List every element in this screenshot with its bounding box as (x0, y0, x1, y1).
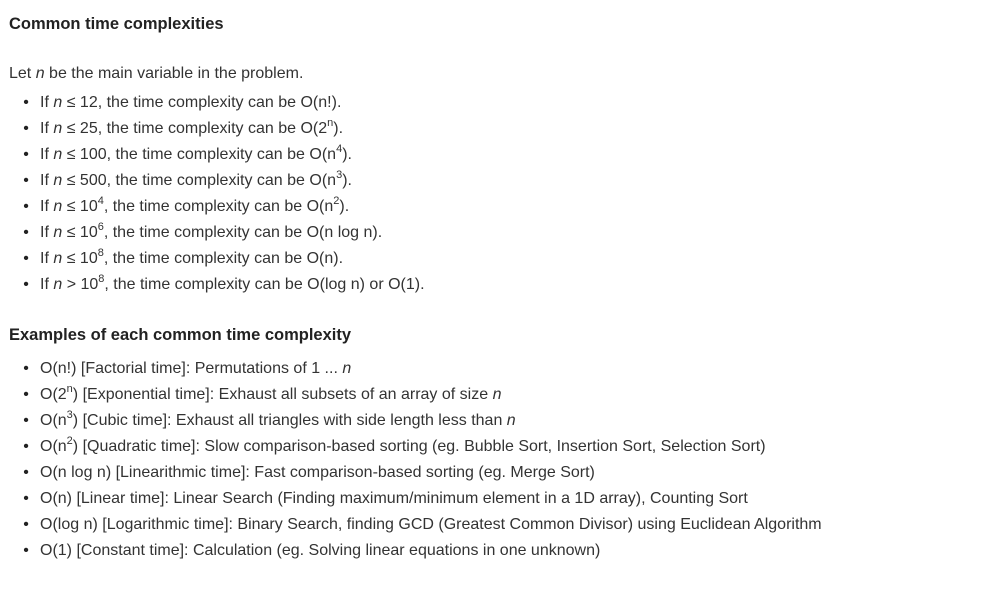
rule-end: . (336, 94, 342, 111)
bullet-icon: • (23, 516, 29, 533)
rule-complexity: O(n (309, 146, 337, 163)
bullet-icon: • (23, 250, 29, 267)
rule-prefix: If (40, 250, 54, 267)
rule-limit: 12 (79, 94, 98, 111)
example-complexity-tail: ) (72, 386, 79, 403)
bullet-icon: • (23, 94, 29, 111)
bullet-icon: • (23, 224, 29, 241)
bullet-icon: • (23, 386, 29, 403)
rule-variable: n (53, 146, 63, 163)
rule-end: . (338, 250, 344, 267)
intro-variable: n (35, 65, 45, 82)
rule-variable: n (53, 172, 63, 189)
rule-complexity: O(n (309, 172, 337, 189)
bullet-icon: • (23, 438, 29, 455)
example-description: [Constant time]: Calculation (eg. Solving linear equations in one unknown) (72, 542, 601, 559)
example-complexity-tail: ) (72, 412, 79, 429)
rule-limit: 10 (79, 198, 98, 215)
example-description: [Exponential time]: Exhaust all subsets of an array of size (78, 386, 493, 403)
rule-complexity: O(n (306, 198, 334, 215)
example-exponent: 3 (66, 408, 73, 421)
rule-prefix: If (40, 276, 54, 293)
example-complexity: O(1) (40, 542, 72, 559)
rule-item (23, 272, 982, 298)
example-description: [Factorial time]: Permutations of 1 ... (76, 360, 343, 377)
rule-end: . (338, 120, 344, 137)
rule-operator: ≤ (62, 120, 80, 137)
rule-text: , the time complexity can be (103, 198, 307, 215)
rule-complexity-tail: ) (342, 146, 348, 163)
example-complexity: O(n (40, 412, 67, 429)
rule-limit-exponent: 6 (97, 220, 104, 233)
rule-operator: ≤ (62, 198, 80, 215)
rule-prefix: If (40, 94, 54, 111)
bullet-icon: • (23, 490, 29, 507)
rule-complexity-tail: ) (339, 198, 345, 215)
bullet-icon: • (23, 172, 29, 189)
rule-limit: 10 (79, 250, 98, 267)
heading-common-time-complexities: Common time complexities (9, 15, 224, 33)
rule-complexity-tail: ) (333, 120, 339, 137)
rule-operator: > (62, 276, 81, 293)
rule-text: , the time complexity can be (106, 146, 310, 163)
example-complexity: O(2 (40, 386, 67, 403)
bullet-icon: • (23, 146, 29, 163)
example-variable: n (506, 412, 516, 429)
rule-item (23, 90, 982, 116)
rule-operator: ≤ (62, 224, 80, 241)
bullet-icon: • (23, 120, 29, 137)
rule-complexity: O(n log n) (306, 224, 378, 241)
rule-prefix: If (40, 224, 54, 241)
rule-complexity: O(2 (300, 120, 328, 137)
example-variable: n (492, 386, 502, 403)
rule-text: , the time complexity can be (103, 250, 307, 267)
bullet-icon: • (23, 276, 29, 293)
bullet-icon: • (23, 198, 29, 215)
rule-text: , the time complexity can be (104, 276, 308, 293)
example-item (23, 512, 982, 538)
example-exponent: 2 (66, 434, 73, 447)
rule-text: , the time complexity can be (97, 120, 301, 137)
example-item (23, 538, 982, 564)
rule-variable: n (53, 120, 63, 137)
rule-operator: ≤ (62, 250, 80, 267)
example-complexity: O(log n) (40, 516, 98, 533)
bullet-icon: • (23, 464, 29, 481)
rule-complexity-exponent: 3 (336, 168, 343, 181)
rule-limit-exponent: 8 (97, 246, 104, 259)
example-item (23, 408, 982, 434)
example-complexity-tail: ) (72, 438, 79, 455)
example-complexity: O(n log n) (40, 464, 112, 481)
rule-complexity: O(n) (306, 250, 339, 267)
example-item (23, 356, 982, 382)
rule-end: . (420, 276, 425, 293)
rule-limit: 25 (79, 120, 98, 137)
rule-operator: ≤ (62, 146, 80, 163)
rule-limit-exponent: 4 (97, 194, 104, 207)
example-description: [Quadratic time]: Slow comparison-based sorting (eg. Bubble Sort, Insertion Sort, Selection Sort) (78, 438, 766, 455)
example-variable: n (342, 360, 352, 377)
rule-prefix: If (40, 146, 54, 163)
rule-variable: n (53, 250, 63, 267)
example-complexity: O(n!) (40, 360, 77, 377)
rule-operator: ≤ (62, 172, 80, 189)
example-complexity: O(n (40, 438, 67, 455)
rule-complexity-exponent: 4 (336, 142, 343, 155)
rule-variable: n (53, 94, 63, 111)
rule-complexity-exponent: n (327, 116, 334, 129)
rule-text: , the time complexity can be (106, 172, 310, 189)
rule-variable: n (53, 276, 63, 293)
rule-item (23, 194, 982, 220)
example-description: [Cubic time]: Exhaust all triangles with side length less than (78, 412, 507, 429)
example-description: [Linear time]: Linear Search (Finding maximum/minimum element in a 1D array), Counting Sort (72, 490, 748, 507)
rule-limit: 10 (80, 276, 99, 293)
rule-prefix: If (40, 172, 54, 189)
rule-limit: 100 (79, 146, 107, 163)
bullet-icon: • (23, 360, 29, 377)
example-complexity: O(n) (40, 490, 72, 507)
rule-operator: ≤ (62, 94, 80, 111)
heading-examples: Examples of each common time complexity (9, 326, 352, 344)
rule-end: . (377, 224, 383, 241)
example-description: [Linearithmic time]: Fast comparison-based sorting (eg. Merge Sort) (111, 464, 595, 481)
rule-prefix: If (40, 198, 54, 215)
rule-item (23, 142, 982, 168)
rule-complexity-exponent: 2 (333, 194, 340, 207)
complexity-rules-list (9, 90, 982, 298)
rule-text: , the time complexity can be (97, 94, 301, 111)
example-item (23, 434, 982, 460)
rule-limit: 10 (79, 224, 98, 241)
rule-complexity: O(log n) or O(1) (307, 276, 421, 293)
example-item (23, 486, 982, 512)
rule-limit-exponent: 8 (98, 272, 105, 285)
example-description: [Logarithmic time]: Binary Search, finding GCD (Greatest Common Divisor) using Euclidean Algorithm (97, 516, 822, 533)
bullet-icon: • (23, 542, 29, 559)
example-item (23, 460, 982, 486)
bullet-icon: • (23, 412, 29, 429)
rule-complexity-tail: ) (342, 172, 348, 189)
rule-end: . (347, 146, 352, 163)
rule-prefix: If (40, 120, 54, 137)
intro-paragraph (9, 62, 982, 86)
examples-list (9, 356, 982, 564)
rule-end: . (347, 172, 352, 189)
rule-variable: n (53, 198, 63, 215)
rule-item (23, 246, 982, 272)
rule-item (23, 220, 982, 246)
rule-limit: 500 (79, 172, 107, 189)
intro-suffix: be the main variable in the problem. (44, 65, 304, 82)
rule-item (23, 116, 982, 142)
rule-text: , the time complexity can be (103, 224, 307, 241)
rule-complexity: O(n!) (300, 94, 337, 111)
example-exponent: n (66, 382, 73, 395)
rule-variable: n (53, 224, 63, 241)
rule-item (23, 168, 982, 194)
example-item (23, 382, 982, 408)
rule-end: . (344, 198, 350, 215)
intro-prefix: Let (9, 65, 36, 82)
